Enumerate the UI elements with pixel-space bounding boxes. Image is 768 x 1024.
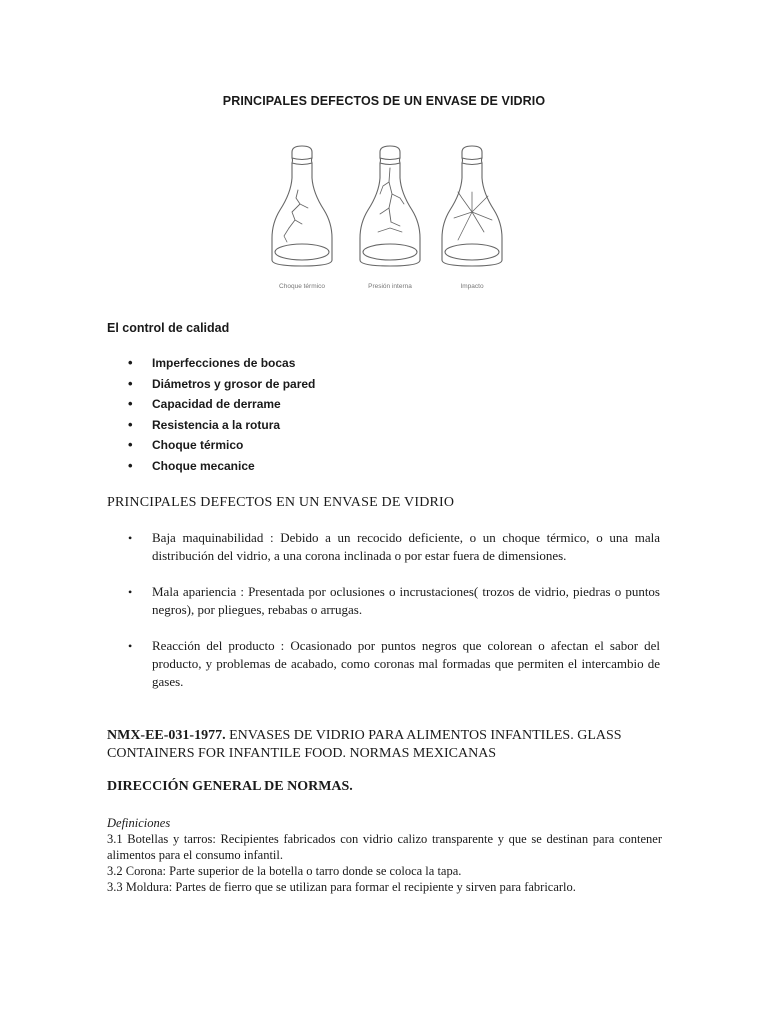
caption-thermal-shock: Choque térmico — [279, 283, 325, 290]
list-item: • Diámetros y grosor de pared — [107, 374, 315, 395]
bottle-internal-pressure — [360, 146, 420, 266]
list-item: • Choque mecanice — [107, 456, 315, 477]
norm-text: ENVASES DE VIDRIO PARA ALIMENTOS INFANTILES. GLASS CONTAINERS FOR INFANTILE FOOD. NORMAS MEXICANAS — [107, 728, 622, 761]
caption-impact: Impacto — [460, 283, 484, 290]
definition-line: 3.1 Botellas y tarros: Recipientes fabricados con vidrio calizo transparente y que se destinan para contener alimentos para el consumo infantil. — [107, 832, 662, 862]
list-item: • Baja maquinabilidad : Debido a un recocido deficiente, o un choque térmico, o una mala distribución del vidrio, a una corona inclinada o por estar fuera de dimensiones. — [107, 529, 660, 565]
caption-internal-pressure: Presión interna — [368, 283, 412, 290]
list-item: • Choque térmico — [107, 435, 315, 456]
definitions-title: Definiciones — [107, 816, 171, 830]
definition-line: 3.3 Moldura: Partes de fierro que se utilizan para formar el recipiente y sirven para fabricarlo. — [107, 880, 576, 894]
bottle-impact — [442, 146, 502, 266]
quality-control-heading: El control de calidad — [107, 321, 230, 335]
definition-line: 3.2 Corona: Parte superior de la botella o tarro donde se coloca la tapa. — [107, 864, 462, 878]
quality-control-list — [107, 353, 315, 477]
page-title: PRINCIPALES DEFECTOS DE UN ENVASE DE VIDRIO — [222, 94, 546, 108]
direccion-heading: DIRECCIÓN GENERAL DE NORMAS. — [107, 779, 353, 794]
bottle-defects-figure — [262, 138, 506, 300]
definitions-section — [107, 815, 662, 895]
defects-heading: PRINCIPALES DEFECTOS EN UN ENVASE DE VIDRIO — [107, 495, 455, 510]
defects-list — [107, 529, 660, 709]
list-item: • Mala apariencia : Presentada por oclusiones o incrustaciones( trozos de vidrio, piedras o puntos negros), por pliegues, rebabas o arrugas. — [107, 583, 660, 619]
list-item: • Capacidad de derrame — [107, 394, 315, 415]
bottle-thermal-shock — [272, 146, 332, 266]
list-item: • Imperfecciones de bocas — [107, 353, 315, 374]
norm-code: NMX-EE-031-1977. — [107, 728, 226, 743]
list-item: • Reacción del producto : Ocasionado por puntos negros que colorean o afectan el sabor del producto, y problemas de acabado, como coronas mal formadas que permiten el intercambio de gases. — [107, 637, 660, 691]
norm-reference — [107, 727, 662, 763]
list-item: • Resistencia a la rotura — [107, 415, 315, 436]
